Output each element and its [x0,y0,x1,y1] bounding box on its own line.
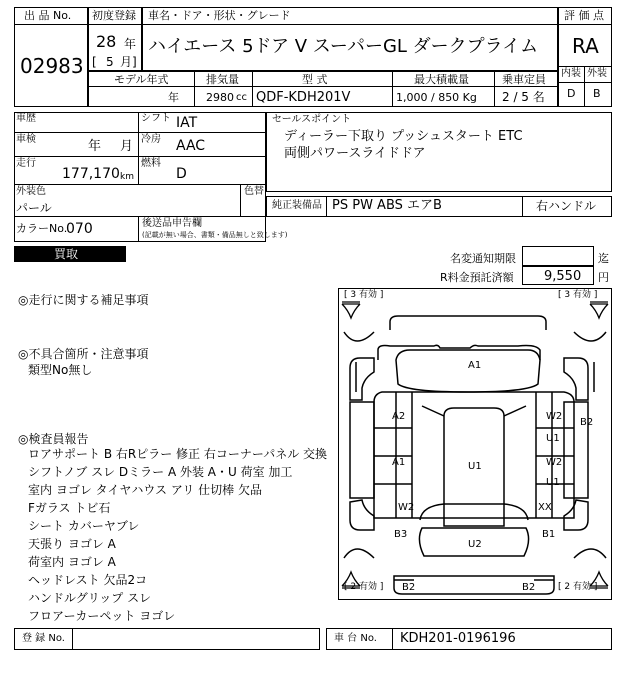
mark-w2-right-mid: W2 [546,457,563,468]
capacity-label: 乗車定員 [502,73,546,86]
displacement-value: 2980 [206,91,234,104]
mark-u2: U2 [468,539,482,550]
max-load-label: 最大積載量 [414,73,469,86]
chassis-label: 車 台 No. [334,633,377,644]
front-window [396,350,540,392]
equipment-label: 純正装備品 [272,200,322,211]
report-line: ハンドルグリップ スレ [28,591,152,605]
sales-point-label: セールスポイント [272,114,352,125]
fuel-label: 燃料 [141,158,161,169]
car-name-value: ハイエース 5ドア V スーパーGL ダークプライム [148,36,539,57]
recycle-label: R料金預託済額 [440,271,514,284]
fuel-value: D [176,166,187,182]
mark-u1-right-mid: U1 [546,477,560,488]
purchase-label: 買取 [54,247,79,261]
mileage-value: 177,170 [62,166,120,182]
wheel-arch-rr [574,549,606,558]
mileage-unit: km [120,172,134,182]
recycle-amount: 9,550 [544,269,582,284]
first-reg-year: 28 [96,32,117,51]
first-reg-month-unit: 月] [120,55,137,69]
name-change-label: 名変通知期限 [450,252,516,265]
model-code-value: QDF-KDH201V [256,90,351,105]
corner-br-text: [ 2 有効 ] [558,582,598,592]
displacement-unit: cc [236,92,247,103]
mileage-label: 走行 [16,158,36,169]
equipment-value: PS PW ABS エアB [332,198,442,213]
reg-no-label: 登 録 No. [22,633,65,644]
interior-label: 内装 [561,68,581,79]
mark-b2-bottom-right: B2 [522,582,536,593]
report-line: フロアーカーペット ヨゴレ [28,609,176,623]
car-diagram [338,288,612,600]
report-line: 天張り ヨゴレ A [28,537,116,551]
corner-tl-text: [ 3 有効 ] [344,290,384,300]
first-reg-month: 5 [106,55,114,69]
car-name-label: 車名・ドア・形状・グレード [148,9,291,22]
wheel-arch-fl [344,332,374,341]
report-line: ロアサポート B 右Rピラー 修正 右コーナーパネル 交換 [28,447,328,461]
sales-point-line2: 両側パワースライドドア [284,146,426,161]
left-body-panel [350,402,374,498]
sales-point-line1: ディーラー下取り プッシュスタート ETC [284,129,523,144]
mark-u1-right-upper: U1 [546,433,560,444]
history-label: 車歴 [16,113,36,124]
exterior-label: 外装 [587,68,607,79]
aftermarket-label: 後送品申告欄 [142,218,202,229]
wheel-arch-fr [574,332,606,341]
driving-heading: ◎走行に関する補足事項 [18,293,149,307]
mark-b1: B1 [542,529,556,540]
first-reg-year-unit: 年 [124,37,137,51]
tyre-tr [590,302,608,318]
hood-outline [378,345,540,360]
left-front-fender [350,358,374,400]
inspection-month-unit: 月 [120,139,134,154]
report-line: ヘッドレスト 欠品2コ [28,573,148,587]
displacement-label: 排気量 [206,73,239,86]
report-line: シート カバーヤブレ [28,519,140,533]
report-line: 荷室内 ヨゴレ A [28,555,116,569]
mark-b3: B3 [394,529,408,540]
inspection-year-unit: 年 [88,139,102,154]
mark-u1-center: U1 [468,461,482,472]
ext-color-label: 外装色 [16,186,46,197]
right-rear-fender [564,500,588,530]
mid-body-line [374,428,574,484]
capacity-value: 2 / 5 名 [502,90,545,104]
ac-label: 冷房 [141,134,161,145]
ac-value: AAC [176,138,206,154]
mark-w2-right-upper: W2 [546,411,563,422]
chassis-value: KDH201-0196196 [400,631,516,646]
mark-b2-right: B2 [580,417,594,428]
model-year-label: モデル年式 [114,73,169,86]
report-line: Fガラス トビ石 [28,501,111,515]
mark-a2: A2 [392,411,406,422]
corner-tr-text: [ 3 有効 ] [558,290,598,300]
front-outline [390,316,546,330]
color-change-label: 色替 [244,186,264,197]
name-change-suffix: 迄 [598,252,609,265]
left-rear-fender [350,500,374,530]
defect-item: 類型No無し [28,363,93,377]
first-reg-label: 初度登録 [92,9,136,22]
color-no-value: 070 [66,221,93,237]
tyre-tl [342,302,360,318]
steering-value: 右ハンドル [536,199,597,213]
mark-a1-top: A1 [468,360,482,371]
mark-a1-left: A1 [392,457,406,468]
report-line: 室内 ヨゴレ タイヤハウス アリ 仕切棒 欠品 [28,483,262,497]
shift-label: シフト [141,113,171,124]
lot-no-value: 02983 [20,54,84,78]
grade-label: 評 価 点 [564,9,604,22]
mark-b2-bottom-left: B2 [402,582,416,593]
mark-w2-left: W2 [398,502,415,513]
mark-xx: XX [538,502,552,513]
report-line: シフトノブ スレ Dミラー A 外装 A・U 荷室 加工 [28,465,293,479]
max-load-value: 1,000 / 850 Kg [396,91,477,104]
inspection-label: 車検 [16,134,36,145]
inspector-heading: ◎検査員報告 [18,432,89,446]
exterior-grade: B [593,87,601,100]
name-change-field [522,246,594,266]
grade-value: RA [572,34,599,58]
recycle-unit: 円 [598,271,609,284]
model-year-unit: 年 [168,91,179,104]
color-no-label: カラーNo. [16,222,68,235]
corner-bl-text: [ 2 有効 ] [344,582,384,592]
defects-heading: ◎不具合箇所・注意事項 [18,347,149,361]
aftermarket-note: (記載が無い場合、書類・備品無しと致します) [142,231,288,239]
shift-value: IAT [176,115,198,131]
wheel-arch-rl [344,549,374,558]
ext-color-value: パール [16,201,52,215]
lot-no-label: 出 品 No. [24,9,72,22]
model-code-label: 型 式 [302,73,328,86]
interior-grade: D [567,87,576,100]
first-reg-month-open: [ [92,55,97,69]
